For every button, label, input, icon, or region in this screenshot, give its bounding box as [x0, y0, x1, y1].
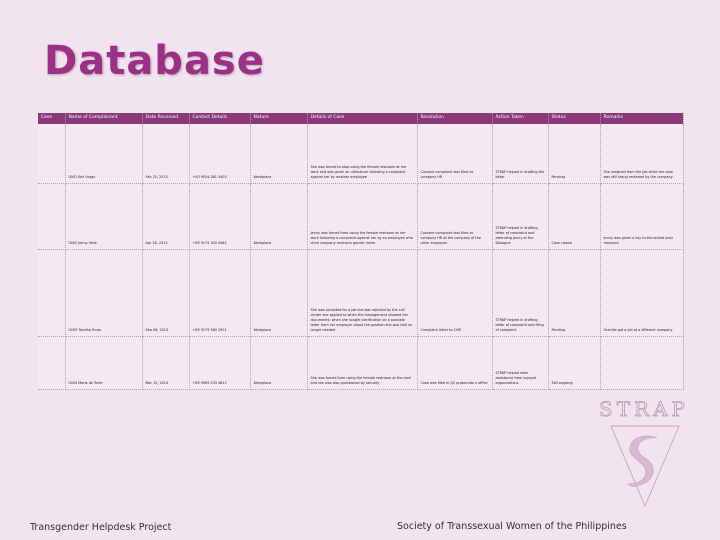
table-cell: 0003 Tannika Enzer [65, 249, 142, 336]
table-cell: Sep 06, 2013 [142, 249, 189, 336]
table-cell: STRAP helped in drafting letter of complaint and attending Jenny at the Dialogue [492, 183, 548, 249]
column-header: Status [548, 113, 600, 124]
table-cell: Jenny was forced from using the female restroom at her work following a complaint against her by an employee who cited company restroom gender limits [307, 183, 417, 249]
table-cell: +63 9175 560 2901 [189, 249, 250, 336]
table-cell: She resigned from the job while the case was still being reviewed by the company [600, 124, 683, 183]
column-header: Name of Complainant [65, 113, 142, 124]
table-row [38, 249, 683, 336]
table-cell: +63 9175 340 4465 [189, 183, 250, 249]
table-cell: Case closed [548, 183, 600, 249]
table-cell: Workplace [250, 124, 307, 183]
column-header: Resolution [417, 113, 492, 124]
table-cell: Case was filed in QC prosecutor's office [417, 336, 492, 389]
table-row [38, 336, 683, 389]
table-cell: Mar 15, 2014 [142, 336, 189, 389]
table-cell [38, 124, 65, 183]
table-cell: Grenilia got a job at a different company [600, 249, 683, 336]
column-header: Nature [250, 113, 307, 124]
table-cell: Pending [548, 249, 600, 336]
table-cell [38, 336, 65, 389]
table-cell: Jenny was given a key to the locked pool restroom [600, 183, 683, 249]
footer-organization-name: Society of Transsexual Women of the Philippines [397, 521, 627, 532]
table-row [38, 124, 683, 183]
column-header: Details of Case [307, 113, 417, 124]
column-header: Remarks [600, 113, 683, 124]
table-cell: Still ongoing [548, 336, 600, 389]
strap-logo [597, 394, 691, 514]
table-cell: 0004 Maria do Torre [65, 336, 142, 389]
table-cell: 0002 Jenny Velix [65, 183, 142, 249]
column-header: Action Taken [492, 113, 548, 124]
table-cell: +63 9069 233 4612 [189, 336, 250, 389]
table-cell: Workplace [250, 336, 307, 389]
case-database-table [38, 113, 684, 390]
footer-project-name: Transgender Helpdesk Project [30, 522, 172, 533]
table-cell: 0001 Bet Yvogs [65, 124, 142, 183]
table-cell: She was forced to stop using the female restroom at her work and was given an ultimatum following a complaint against her by another employee [307, 124, 417, 183]
table-cell: Workplace [250, 249, 307, 336]
table-cell: Feb 25, 2013 [142, 124, 189, 183]
column-header: Contact Details [189, 113, 250, 124]
table-cell: Consent complaint was filed at company HR at the company of the other employee [417, 183, 492, 249]
page-title: Database [44, 38, 265, 84]
table-cell: Apr 18, 2013 [142, 183, 189, 249]
column-header: Date Received [142, 113, 189, 124]
table-cell: STRAP helped seek assistance from support organizations [492, 336, 548, 389]
strap-logo-swirl [628, 436, 657, 486]
strap-logo-text: STRAP [599, 397, 689, 421]
table-cell: +63 9054 081 5403 [189, 124, 250, 183]
table-cell: Workplace [250, 183, 307, 249]
table-header-row [38, 113, 683, 124]
table-cell: Complaint letter to CHR [417, 249, 492, 336]
table-cell: STRAP helped in drafting letter of complaint and filing of complaint [492, 249, 548, 336]
table-cell: Pending [548, 124, 600, 183]
table-cell [38, 249, 65, 336]
table-cell [600, 336, 683, 389]
column-header: Case [38, 113, 65, 124]
table-cell: STRAP helped in drafting the letter [492, 124, 548, 183]
table-cell: She was forced from using the female restroom at the mall and she was also questioned by security [307, 336, 417, 389]
table-cell: She was accepted for a job but was rejected by the call center she applied to when the management showed her documents; when she sought clarification on a possible letter from her employer about the position she was told no longer needed [307, 249, 417, 336]
table-cell: Consent complaint was filed at company HR [417, 124, 492, 183]
table-cell [38, 183, 65, 249]
table-row [38, 183, 683, 249]
